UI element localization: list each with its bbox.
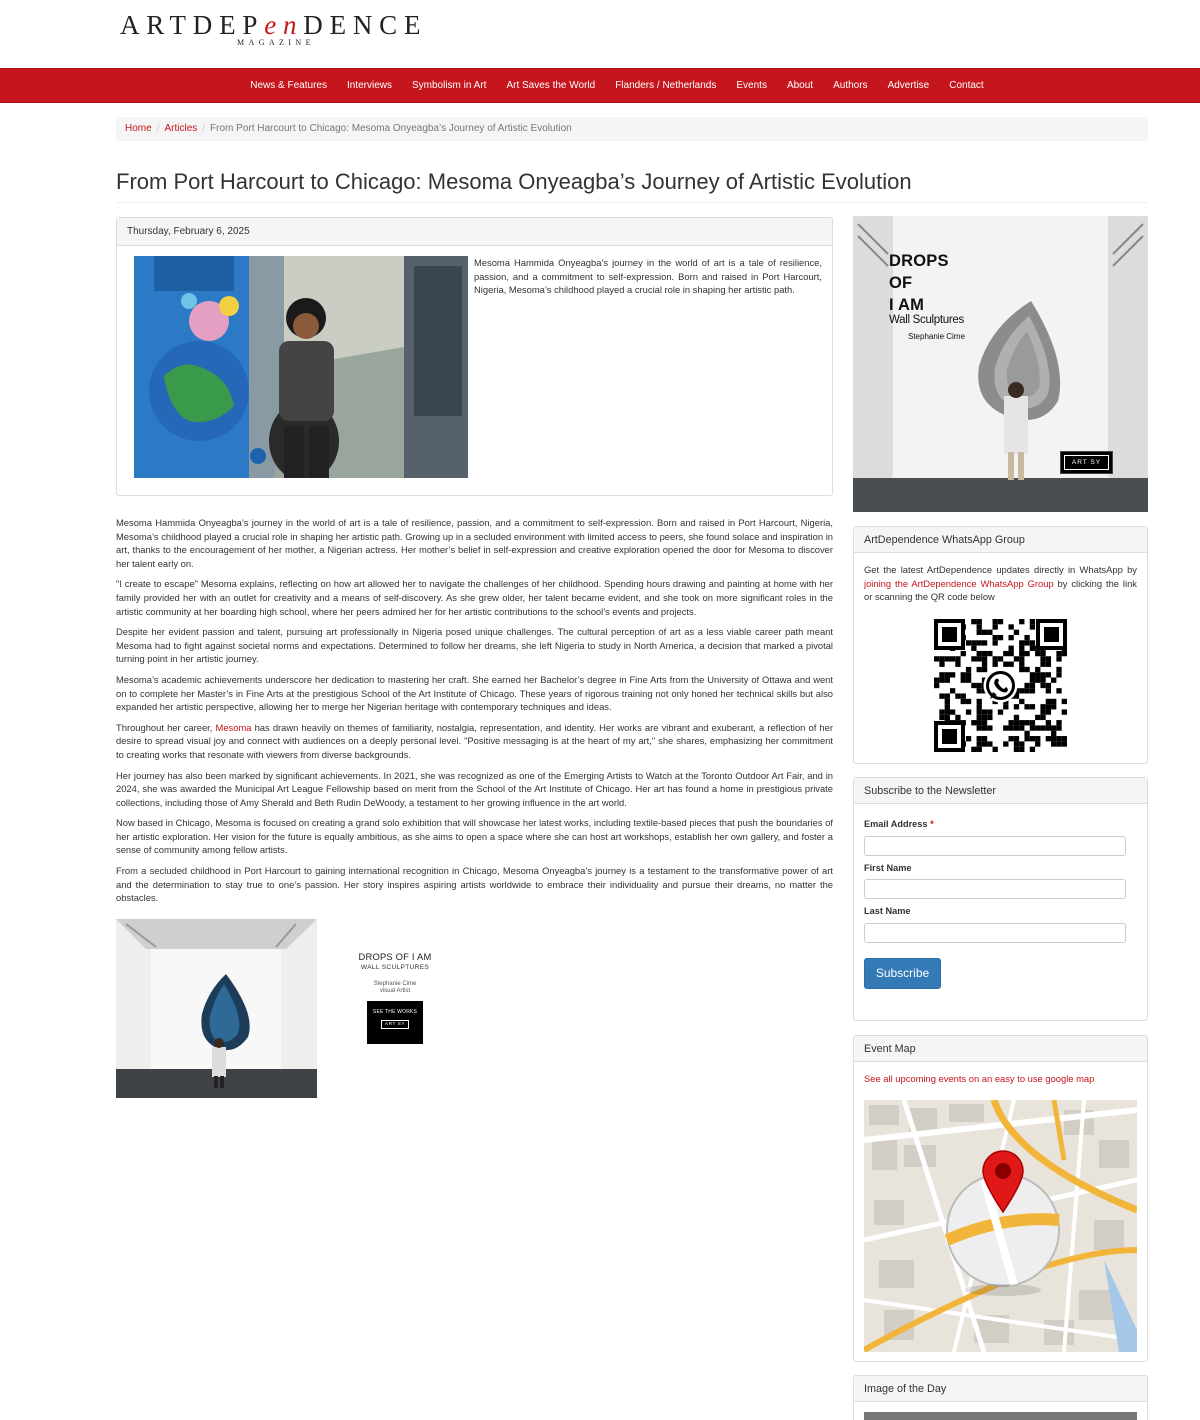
logo-wordmark: ARTDEPenDENCE [120,10,428,40]
nav-item-art-saves[interactable]: Art Saves the World [506,80,596,91]
last-name-label: Last Name [864,906,911,917]
promo-artist: Stephanie Cime visual Artist [373,981,417,994]
whatsapp-text: Get the latest ArtDependence updates directly in WhatsApp by joining the ArtDependence WhatsApp Group by clicking the link or scanning the QR code below [864,564,1137,603]
article-paragraph: Throughout her career, Mesoma has drawn heavily on themes of familiarity, nostalgia, representation, and identity. Her works are vibrant and exuberant, a reflection of her desire to spread visual joy and connect with audiences on a deeply personal level. "Positive messaging is at the heart of my art," she shares, emphasizing her commitment to creating works that resonate with viewers from diverse backgrounds. [116,721,833,760]
nav-item-interviews[interactable]: Interviews [346,80,392,91]
event-map-image[interactable] [864,1100,1137,1352]
nav-item-symbolism[interactable]: Symbolism in Art [411,80,487,91]
qr-icon [934,619,1067,752]
event-map-panel [853,1035,1148,1362]
article-main [116,217,833,1027]
whatsapp-qr-code[interactable] [934,619,1067,752]
article-paragraph: From a secluded childhood in Port Harcourt to gaining international recognition in Chicago, Mesoma Onyeagba’s journey is a testament to the transformative power of art and the determination to stay true to one’s passion. Her story inspires aspiring artists worldwide to embrace their individuality and pursue their dreams, no matter the obstacles. [116,865,833,904]
nav-item-flanders[interactable]: Flanders / Netherlands [615,80,717,91]
first-name-field[interactable] [864,879,1126,899]
sidebar-ad[interactable] [853,216,1148,512]
first-name-label: First Name [864,862,912,873]
article-hero-image[interactable] [134,256,468,478]
image-of-the-day-image[interactable] [864,1412,1137,1420]
newsletter-panel [853,777,1148,1021]
promo-image[interactable] [116,919,317,1098]
page-title: From Port Harcourt to Chicago: Mesoma Onyeagba’s Journey of Artistic Evolution [116,168,1148,203]
article-paragraph: Despite her evident passion and talent, pursuing art professionally in Nigeria posed unique challenges. The cultural perception of art as a less viable career path meant Mesoma had to fight against societal norms and expectations. Determined to follow her dreams, she left Nigeria to study in North America, a decision that marked a pivotal turning point in her artistic journey. [116,626,833,665]
breadcrumb [116,117,1148,141]
promo-subtitle: WALL SCULPTURES [360,964,430,971]
artist-link[interactable]: Mesoma [215,721,252,733]
event-map-title: Event Map [854,1036,1147,1062]
logo-subtitle: MAGAZINE [237,38,315,47]
site-logo[interactable] [120,12,427,47]
breadcrumb-separator: / [202,123,206,134]
article-paragraph: Her journey has also been marked by significant achievements. In 2021, she was recognized as one of the Emerging Artists to Watch at the Toronto Outdoor Art Fair, and in 2024, she was awarded the Municipal Art League Fellowship based on merit from the School of the Art Institute of Chicago. Her art has found a home in prestigious private collections, including those of Amy Sherald and Beth Rudin DeWoody, a testament to her growing influence in the art world. [116,769,833,808]
newsletter-panel-title: Subscribe to the Newsletter [854,778,1147,804]
breadcrumb-articles[interactable]: Articles [164,123,198,134]
whatsapp-panel [853,526,1148,764]
nav-item-news-features[interactable]: News & Features [250,80,327,91]
breadcrumb-separator: / [156,123,160,134]
whatsapp-group-link[interactable]: joining the ArtDependence WhatsApp Group [864,577,1054,589]
whatsapp-panel-title: ArtDependence WhatsApp Group [854,527,1147,553]
see-the-works-button[interactable] [367,1001,423,1044]
ad-title: DROPS OF I AM [889,252,949,314]
subscribe-button[interactable]: Subscribe [864,958,941,989]
article-body [116,516,833,912]
nav-item-about[interactable]: About [786,80,814,91]
article-intro-text: Mesoma Hammida Onyeagba’s journey in the world of art is a tale of resilience, passion, and a commitment to self-expression. Born and raised in Port Harcourt, Nigeria, Mesoma’s childhood played a crucial role in shaping her artistic path. [474,257,822,296]
main-nav [0,68,1200,103]
article-paragraph: Now based in Chicago, Mesoma is focused on creating a grand solo exhibition that will showcase her latest works, including textile-based pieces that push the boundaries of her artistic exploration. Her vision for the future is equally ambitious, as she aims to open a space where she can host art workshops, establish her own gallery, and foster a sense of community among fellow artists. [116,817,833,856]
article-date: Thursday, February 6, 2025 [117,218,832,246]
email-field[interactable] [864,836,1126,856]
nav-item-authors[interactable]: Authors [833,80,868,91]
ad-subtitle: Wall Sculptures [889,314,964,326]
article-paragraph: "I create to escape" Mesoma explains, reflecting on how art allowed her to navigate the challenges of her childhood. Spending hours drawing and painting at home with her family provided her with an outlet for creativity and a means of self-discovery. As she grew older, her talent became evident, and she took on more significant roles in the artistic community at her boarding high school, where her peers admired her for her artistic contributions to the school’s events and projects. [116,578,833,617]
see-the-works-label: SEE THE WORKS [372,1009,418,1015]
breadcrumb-current: From Port Harcourt to Chicago: Mesoma Onyeagba’s Journey of Artistic Evolution [210,123,572,134]
promo-block [348,951,442,1044]
image-of-the-day-title: Image of the Day [854,1376,1147,1402]
article-intro-panel [116,217,833,496]
artsy-logo: ART SY [381,1020,409,1029]
breadcrumb-home[interactable]: Home [125,123,152,134]
event-map-link[interactable]: See all upcoming events on an easy to use google map [864,1073,1095,1084]
article-paragraph: Mesoma’s academic achievements underscore her dedication to mastering her craft. She earned her Bachelor’s degree in Fine Arts from the University of Ottawa and went on to complete her Master’s in Fine Arts at the prestigious School of the Art Institute of Chicago. These years of rigorous training not only honed her technical skills but also expanded her artistic perspective, allowing her to merge her Nigerian heritage with contemporary techniques and ideas. [116,673,833,713]
nav-item-advertise[interactable]: Advertise [887,80,930,91]
last-name-field[interactable] [864,923,1126,943]
ad-artsy-logo: ART SY [1060,451,1113,474]
email-label: Email Address * [864,819,934,829]
nav-item-contact[interactable]: Contact [949,80,984,91]
article-paragraph: Mesoma Hammida Onyeagba’s journey in the world of art is a tale of resilience, passion, and a commitment to self-expression. Born and raised in Port Harcourt, Nigeria, Mesoma’s childhood played a crucial role in shaping her artistic path. Growing up in a secluded environment with limited access to peers, she found solace and inspiration in art, thanks to the encouragement of her mother, a Nigerian actress. Her mother’s belief in self-expression and creative exploration opened the door for Mesoma to discover her talent early on. [116,517,833,569]
ad-artist: Stephanie Cime [908,332,965,341]
nav-item-events[interactable]: Events [736,80,767,91]
site-header [0,0,1200,68]
image-of-the-day-panel [853,1375,1148,1420]
promo-title: DROPS OF I AM [358,951,432,962]
